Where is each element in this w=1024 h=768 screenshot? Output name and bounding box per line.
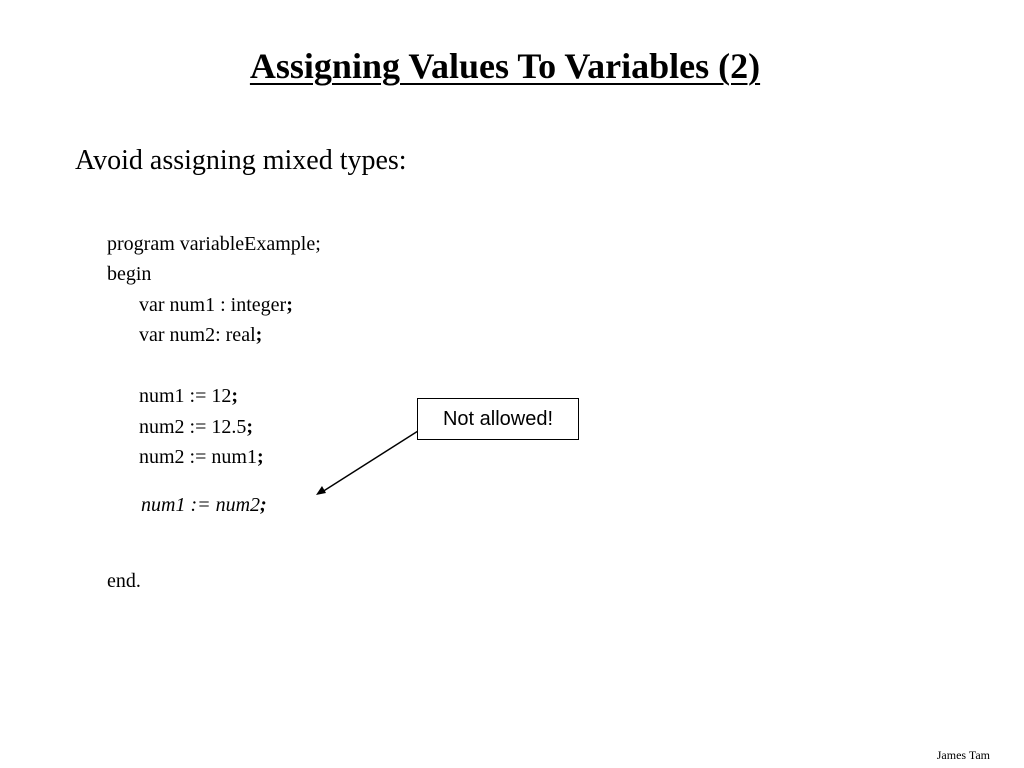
code-text: num1 := 12 <box>139 385 232 407</box>
code-text: num2 := num1 <box>139 446 257 468</box>
code-line-var-num1 <box>139 292 293 318</box>
code-line-illegal-assignment <box>141 492 267 518</box>
slide-title: Assigning Values To Variables (2) <box>249 46 761 86</box>
arrow-head <box>316 486 326 495</box>
semicolon: ; <box>286 294 293 316</box>
code-text: num1 := num2 <box>141 494 261 516</box>
code-text: num2 := 12.5 <box>139 416 247 438</box>
arrow-line <box>322 431 418 492</box>
code-line-assign-num2 <box>139 414 253 440</box>
code-line-begin: begin <box>107 263 152 285</box>
callout-box: Not allowed! <box>417 398 579 440</box>
code-text: var num2: real <box>139 324 256 346</box>
semicolon: ; <box>231 385 239 407</box>
semicolon: ; <box>256 446 264 468</box>
code-line-program: program variableExample; <box>107 233 321 255</box>
semicolon: ; <box>260 494 267 516</box>
semicolon: ; <box>255 324 263 346</box>
code-text: var num1 : integer <box>139 294 287 316</box>
code-line-var-num2 <box>139 322 262 348</box>
semicolon: ; <box>246 416 254 438</box>
footer-author: James Tam <box>936 748 990 762</box>
intro-text: Avoid assigning mixed types: <box>75 145 407 176</box>
code-line-assign-num1 <box>139 383 238 409</box>
code-line-num2-from-num1 <box>139 444 264 470</box>
code-line-end: end. <box>107 570 141 592</box>
